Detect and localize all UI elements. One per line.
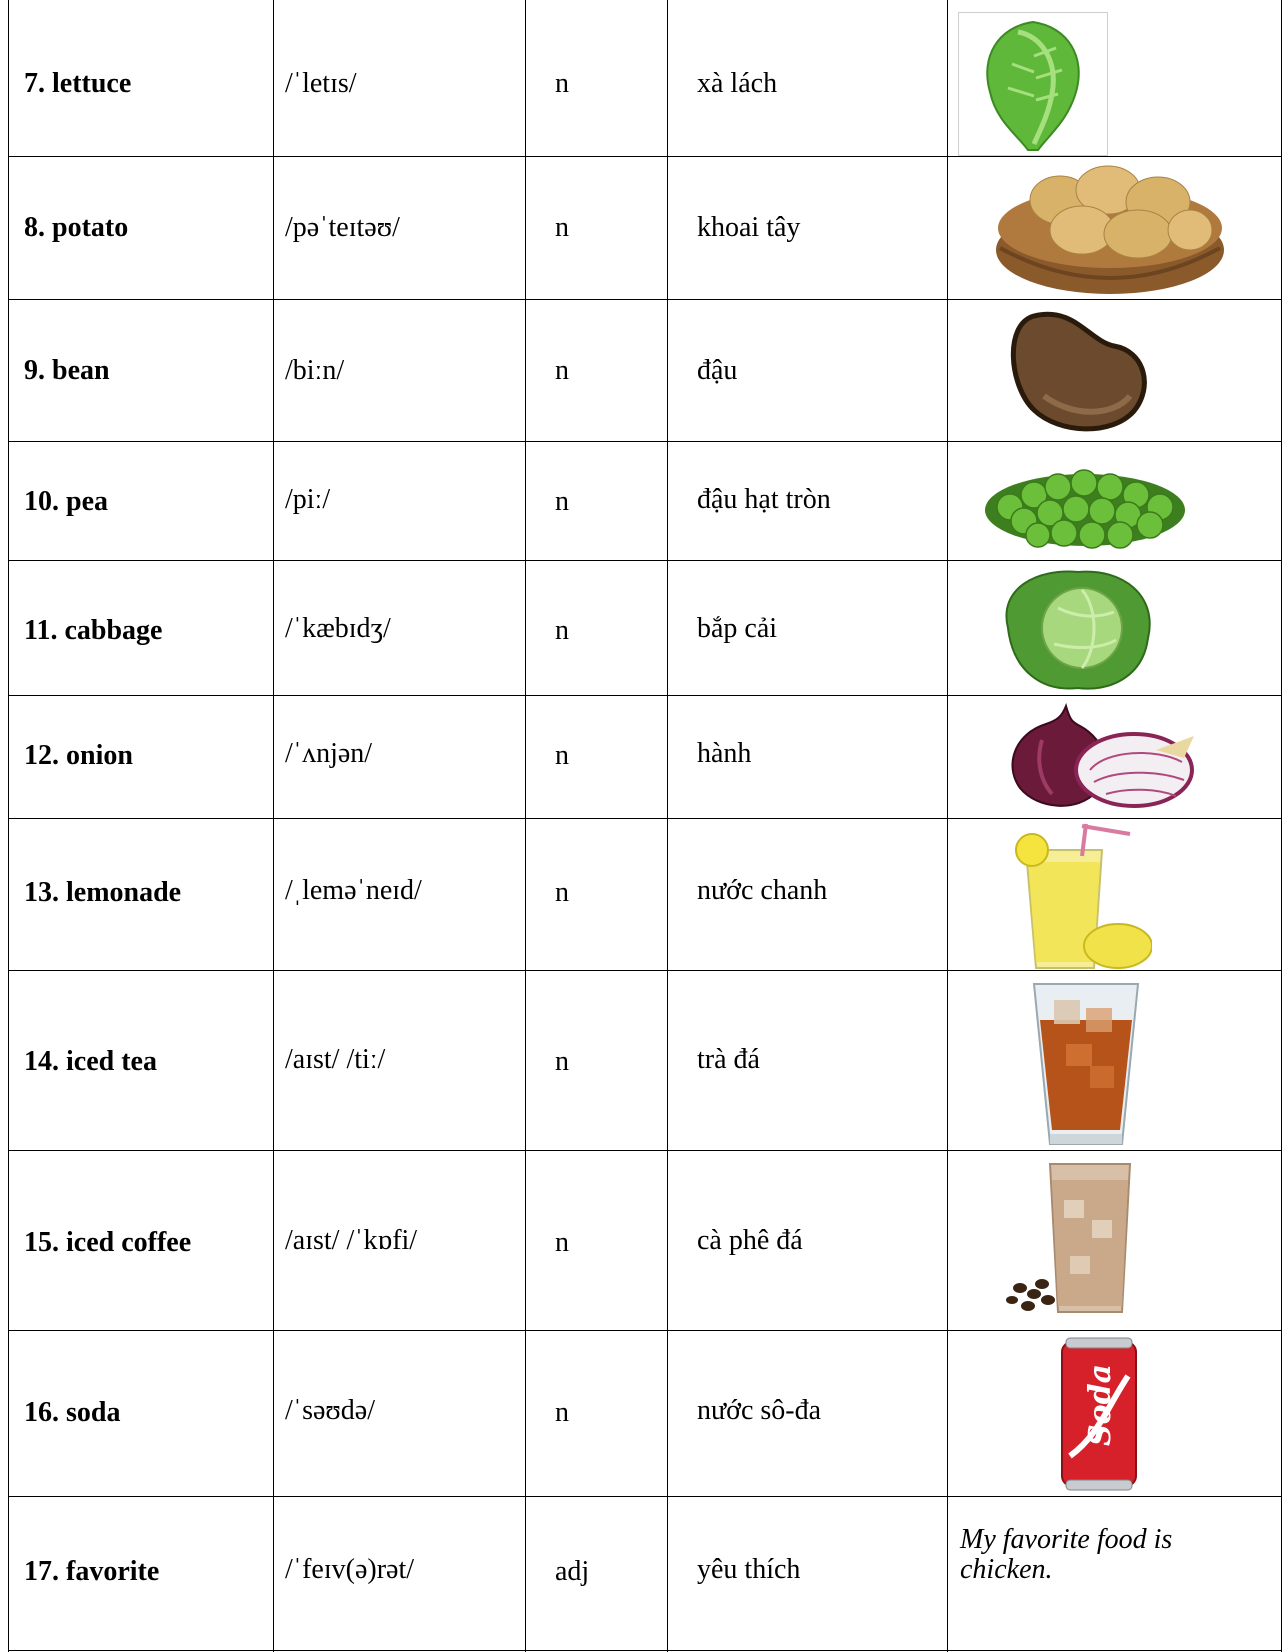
vietnamese-meaning: hành — [697, 738, 752, 769]
row-divider — [8, 1496, 1281, 1497]
vocab-word: 10. pea — [24, 486, 108, 517]
row-divider — [8, 156, 1281, 157]
vietnamese-meaning: trà đá — [697, 1044, 760, 1075]
vocab-word: 8. potato — [24, 212, 129, 243]
lemonade-image — [1012, 822, 1152, 970]
soda-can-image — [1058, 1336, 1140, 1492]
part-of-speech: n — [555, 1227, 569, 1258]
lettuce-image — [958, 12, 1108, 156]
row-divider — [8, 441, 1281, 442]
vocab-word: 16. soda — [24, 1397, 121, 1428]
onion-image — [1006, 700, 1206, 810]
part-of-speech: n — [555, 1397, 569, 1428]
part-of-speech: adj — [555, 1556, 590, 1587]
part-of-speech: n — [555, 615, 569, 646]
ipa-transcription: /ˈkæbɪdʒ/ — [285, 613, 391, 644]
vietnamese-meaning: khoai tây — [697, 212, 801, 243]
row-divider — [8, 560, 1281, 561]
vietnamese-meaning: xà lách — [697, 68, 778, 99]
part-of-speech: n — [555, 355, 569, 386]
part-of-speech: n — [555, 212, 569, 243]
column-divider-5 — [947, 0, 948, 1652]
column-divider-3 — [525, 0, 526, 1652]
vietnamese-meaning: nước chanh — [697, 875, 828, 906]
vocab-word: 7. lettuce — [24, 68, 132, 99]
vietnamese-meaning: yêu thích — [697, 1554, 801, 1585]
ipa-transcription: /ˈsəʊdə/ — [285, 1395, 376, 1426]
vocab-word: 12. onion — [24, 740, 133, 771]
vietnamese-meaning: cà phê đá — [697, 1225, 803, 1256]
row-divider — [8, 1150, 1281, 1151]
peas-image — [980, 455, 1190, 550]
vocab-word: 9. bean — [24, 355, 110, 386]
row-divider — [8, 818, 1281, 819]
row-divider — [8, 1650, 1281, 1651]
ipa-transcription: /biːn/ — [285, 355, 345, 386]
iced-tea-image — [1030, 980, 1142, 1148]
vocab-word: 14. iced tea — [24, 1046, 157, 1077]
potato-basket-image — [990, 158, 1230, 298]
soda-can-label: Soda — [1083, 1363, 1118, 1446]
vocab-word: 17. favorite — [24, 1556, 160, 1587]
ipa-transcription: /ˈfeɪv(ə)rət/ — [285, 1554, 415, 1585]
bean-image — [1004, 306, 1154, 436]
example-sentence: My favorite food is chicken. — [960, 1524, 1173, 1585]
part-of-speech: n — [555, 1046, 569, 1077]
row-divider — [8, 695, 1281, 696]
vocab-word: 15. iced coffee — [24, 1227, 192, 1258]
column-divider-4 — [667, 0, 668, 1652]
vocab-word: 13. lemonade — [24, 877, 182, 908]
vietnamese-meaning: bắp cải — [697, 613, 778, 644]
iced-coffee-image — [1000, 1160, 1160, 1320]
part-of-speech: n — [555, 877, 569, 908]
row-divider — [8, 1330, 1281, 1331]
ipa-transcription: /ˌleməˈneɪd/ — [285, 875, 422, 906]
ipa-transcription: /pəˈteɪtəʊ/ — [285, 212, 400, 243]
ipa-transcription: /aɪst/ /tiː/ — [285, 1044, 386, 1075]
column-divider-1 — [8, 0, 9, 1652]
vocab-word: 11. cabbage — [24, 615, 163, 646]
ipa-transcription: /ˈʌnjən/ — [285, 738, 373, 769]
ipa-transcription: /aɪst/ /ˈkɒfi/ — [285, 1225, 418, 1256]
row-divider — [8, 970, 1281, 971]
row-divider — [8, 299, 1281, 300]
part-of-speech: n — [555, 68, 569, 99]
cabbage-image — [998, 568, 1158, 692]
column-divider-2 — [273, 0, 274, 1652]
vietnamese-meaning: đậu hạt tròn — [697, 484, 831, 515]
ipa-transcription: /piː/ — [285, 484, 331, 515]
column-divider-6 — [1281, 0, 1282, 1652]
vietnamese-meaning: đậu — [697, 355, 738, 386]
vietnamese-meaning: nước sô-đa — [697, 1395, 822, 1426]
ipa-transcription: /ˈletɪs/ — [285, 68, 357, 99]
part-of-speech: n — [555, 740, 569, 771]
part-of-speech: n — [555, 486, 569, 517]
